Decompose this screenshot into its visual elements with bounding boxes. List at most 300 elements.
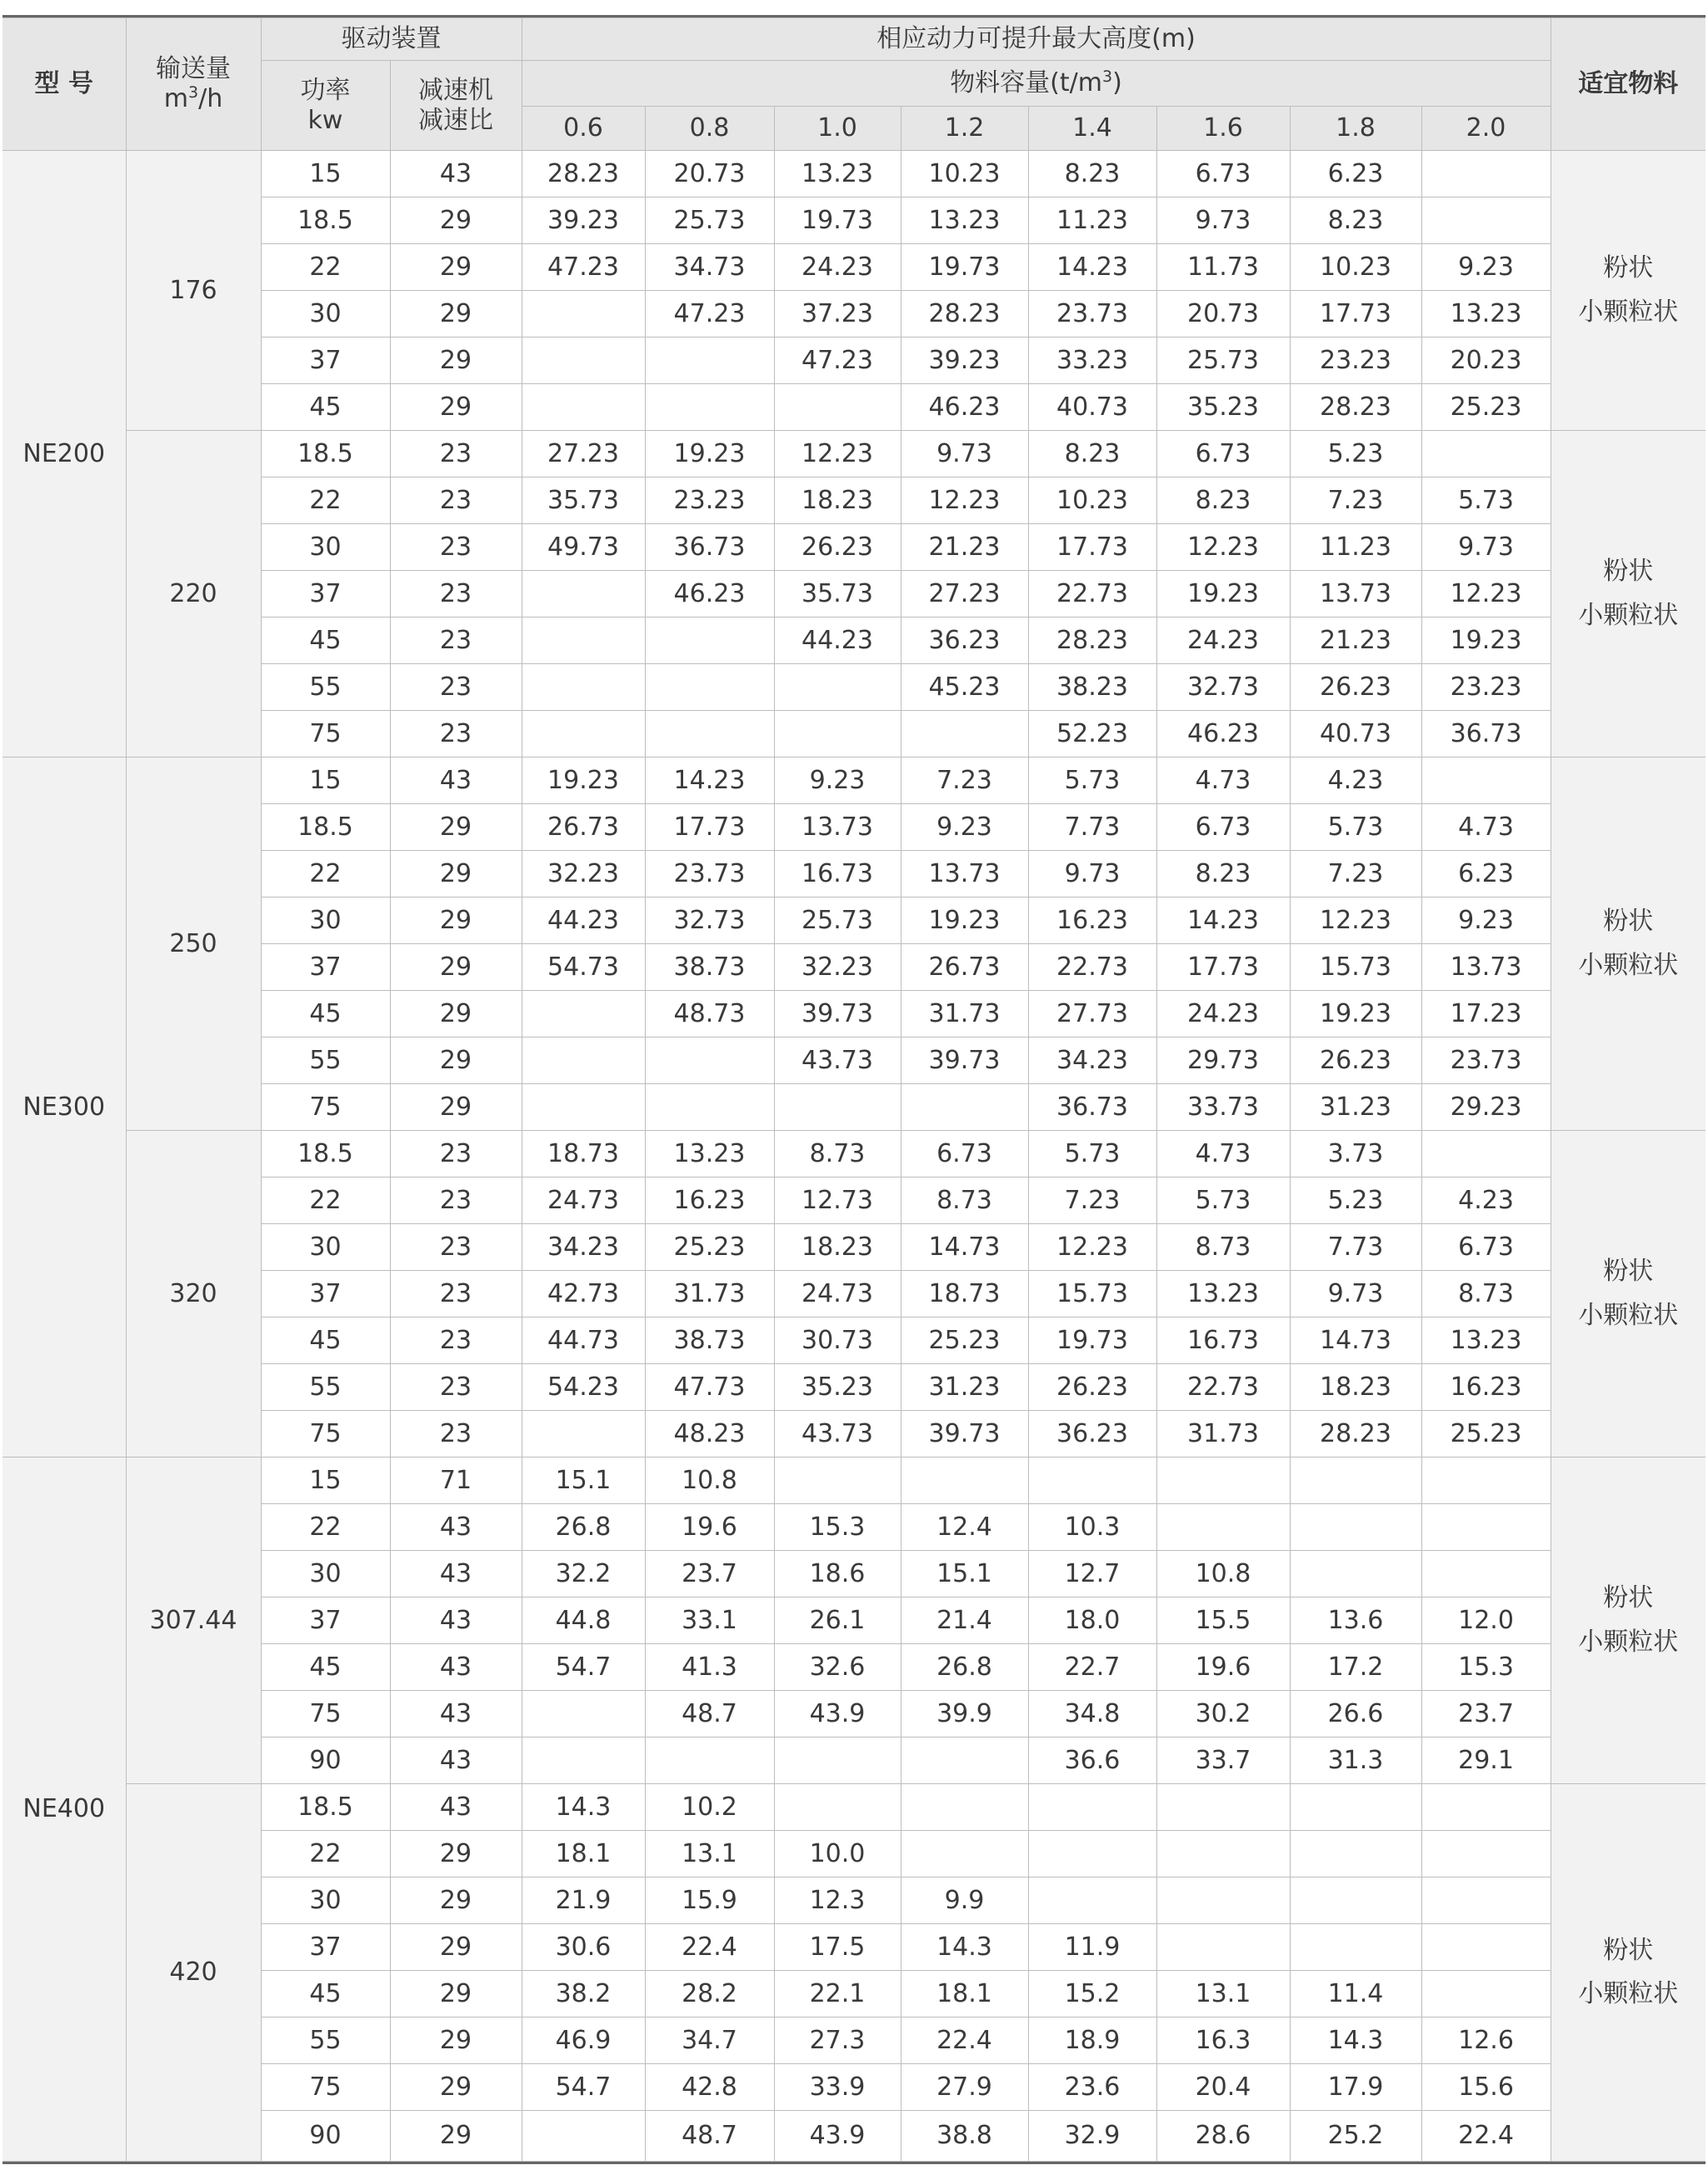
power-cell: 18.5 <box>261 198 390 244</box>
height-cell <box>522 711 645 758</box>
height-cell: 12.7 <box>1028 1551 1156 1598</box>
height-cell: 27.3 <box>774 2018 901 2064</box>
density-sup: 3 <box>1102 68 1113 86</box>
height-cell <box>774 1738 901 1784</box>
height-cell <box>774 1084 901 1131</box>
height-cell: 17.73 <box>1290 291 1421 338</box>
height-cell: 34.7 <box>645 2018 774 2064</box>
height-cell <box>901 1831 1028 1878</box>
height-cell: 5.73 <box>1156 1178 1290 1224</box>
density-label: 物料容量(t/m <box>950 68 1102 98</box>
height-cell: 35.73 <box>774 571 901 618</box>
height-cell: 10.23 <box>1290 244 1421 291</box>
height-cell: 19.73 <box>774 198 901 244</box>
height-cell <box>1156 1784 1290 1831</box>
material-cell <box>1551 1784 1706 2162</box>
height-cell: 15.1 <box>901 1551 1028 1598</box>
power-cell: 90 <box>261 1738 390 1784</box>
height-cell: 37.23 <box>774 291 901 338</box>
power-cell: 75 <box>261 1411 390 1458</box>
height-cell: 32.73 <box>645 898 774 944</box>
height-cell: 29.73 <box>1156 1038 1290 1084</box>
height-cell <box>645 384 774 431</box>
height-cell: 19.6 <box>645 1504 774 1551</box>
height-cell: 11.73 <box>1156 244 1290 291</box>
height-cell: 14.23 <box>1156 898 1290 944</box>
material-line: 小颗粒状 <box>1578 950 1679 980</box>
flow-cell: 250 <box>126 758 261 1131</box>
height-cell: 11.4 <box>1290 1971 1421 2018</box>
power-cell: 37 <box>261 338 390 384</box>
height-cell <box>522 291 645 338</box>
flow-cell: 307.44 <box>126 1458 261 1784</box>
height-cell: 21.9 <box>522 1878 645 1924</box>
height-cell: 9.9 <box>901 1878 1028 1924</box>
height-cell: 21.23 <box>1290 618 1421 664</box>
power-cell: 37 <box>261 1271 390 1318</box>
height-cell: 28.23 <box>1028 618 1156 664</box>
height-cell <box>1156 1878 1290 1924</box>
ratio-cell: 23 <box>390 478 522 524</box>
height-cell: 18.0 <box>1028 1598 1156 1644</box>
height-cell: 35.73 <box>522 478 645 524</box>
power-cell: 55 <box>261 2018 390 2064</box>
height-cell: 14.73 <box>1290 1318 1421 1364</box>
height-cell: 7.23 <box>1290 478 1421 524</box>
power-cell: 15 <box>261 151 390 198</box>
height-cell <box>1028 1458 1156 1504</box>
height-cell: 39.23 <box>522 198 645 244</box>
power-cell: 18.5 <box>261 1784 390 1831</box>
height-cell: 54.7 <box>522 1644 645 1691</box>
height-cell: 13.23 <box>645 1131 774 1178</box>
height-cell: 6.23 <box>1290 151 1421 198</box>
ratio-cell: 43 <box>390 1644 522 1691</box>
height-cell: 10.23 <box>1028 478 1156 524</box>
height-cell: 22.73 <box>1156 1364 1290 1411</box>
height-cell: 12.73 <box>774 1178 901 1224</box>
power-cell: 55 <box>261 1364 390 1411</box>
ratio-cell: 29 <box>390 384 522 431</box>
height-cell: 25.23 <box>645 1224 774 1271</box>
height-cell <box>901 1084 1028 1131</box>
height-cell <box>1156 1458 1290 1504</box>
power-cell: 22 <box>261 1504 390 1551</box>
power-cell: 18.5 <box>261 804 390 851</box>
power-cell: 45 <box>261 1644 390 1691</box>
flow-cell: 220 <box>126 431 261 758</box>
height-cell: 33.9 <box>774 2064 901 2111</box>
ratio-cell: 29 <box>390 1971 522 2018</box>
height-cell: 25.73 <box>1156 338 1290 384</box>
flow-unit-post: /h <box>198 84 223 113</box>
height-cell: 36.23 <box>901 618 1028 664</box>
height-cell: 31.73 <box>1156 1411 1290 1458</box>
power-cell: 22 <box>261 1831 390 1878</box>
height-cell <box>1156 1504 1290 1551</box>
height-cell: 5.73 <box>1421 478 1551 524</box>
height-cell: 24.23 <box>774 244 901 291</box>
power-cell: 45 <box>261 1971 390 2018</box>
height-cell: 42.73 <box>522 1271 645 1318</box>
height-cell: 9.73 <box>1290 1271 1421 1318</box>
height-cell <box>1421 1924 1551 1971</box>
height-cell: 23.23 <box>1421 664 1551 711</box>
header-reducer-line1: 减速机 <box>418 75 493 105</box>
height-cell: 26.73 <box>901 944 1028 991</box>
header-flow-unit <box>127 84 261 114</box>
height-cell: 23.73 <box>1421 1038 1551 1084</box>
height-cell: 12.23 <box>774 431 901 478</box>
height-cell: 26.8 <box>522 1504 645 1551</box>
height-cell: 46.9 <box>522 2018 645 2064</box>
height-cell: 12.23 <box>1028 1224 1156 1271</box>
power-cell: 22 <box>261 1178 390 1224</box>
height-cell: 34.23 <box>1028 1038 1156 1084</box>
ratio-cell: 43 <box>390 758 522 804</box>
height-cell: 8.23 <box>1290 198 1421 244</box>
height-cell: 5.73 <box>1028 758 1156 804</box>
ratio-cell: 29 <box>390 804 522 851</box>
height-cell: 27.23 <box>901 571 1028 618</box>
height-cell: 54.7 <box>522 2064 645 2111</box>
height-cell: 30.73 <box>774 1318 901 1364</box>
height-cell: 5.23 <box>1290 431 1421 478</box>
ratio-cell: 43 <box>390 1738 522 1784</box>
height-cell: 27.73 <box>1028 991 1156 1038</box>
height-cell: 44.8 <box>522 1598 645 1644</box>
header-material: 适宜物料 <box>1551 18 1706 151</box>
height-cell: 10.0 <box>774 1831 901 1878</box>
height-cell <box>1421 1971 1551 2018</box>
height-cell: 28.2 <box>645 1971 774 2018</box>
power-cell: 45 <box>261 991 390 1038</box>
height-cell: 8.73 <box>901 1178 1028 1224</box>
height-cell: 54.73 <box>522 944 645 991</box>
height-cell <box>645 664 774 711</box>
height-cell <box>1421 1831 1551 1878</box>
table-row <box>2 758 1706 804</box>
height-cell <box>774 711 901 758</box>
height-cell: 6.73 <box>901 1131 1028 1178</box>
material-line: 粉状 <box>1603 1583 1654 1612</box>
height-cell: 3.73 <box>1290 1131 1421 1178</box>
height-cell: 32.23 <box>774 944 901 991</box>
height-cell <box>1028 1784 1156 1831</box>
ratio-cell: 71 <box>390 1458 522 1504</box>
height-cell: 17.9 <box>1290 2064 1421 2111</box>
height-cell: 18.23 <box>1290 1364 1421 1411</box>
height-cell: 35.23 <box>1156 384 1290 431</box>
ratio-cell: 23 <box>390 1131 522 1178</box>
height-cell: 25.23 <box>901 1318 1028 1364</box>
ratio-cell: 29 <box>390 1084 522 1131</box>
height-cell: 48.7 <box>645 2111 774 2162</box>
height-cell: 32.2 <box>522 1551 645 1598</box>
height-cell: 8.23 <box>1156 851 1290 898</box>
height-cell: 5.73 <box>1028 1131 1156 1178</box>
height-cell: 6.23 <box>1421 851 1551 898</box>
header-density <box>522 61 1551 107</box>
height-cell <box>1421 151 1551 198</box>
height-cell: 48.7 <box>645 1691 774 1738</box>
bottom-rule <box>2 2162 1706 2164</box>
height-cell: 27.23 <box>522 431 645 478</box>
height-cell: 13.23 <box>1421 291 1551 338</box>
material-line: 粉状 <box>1603 253 1654 282</box>
height-cell: 16.23 <box>1028 898 1156 944</box>
ratio-cell: 23 <box>390 524 522 571</box>
material-line: 粉状 <box>1603 907 1654 936</box>
height-cell: 46.23 <box>645 571 774 618</box>
height-cell <box>1290 1551 1421 1598</box>
height-cell: 4.23 <box>1290 758 1421 804</box>
height-cell: 15.5 <box>1156 1598 1290 1644</box>
ratio-cell: 23 <box>390 1224 522 1271</box>
height-cell: 32.73 <box>1156 664 1290 711</box>
height-cell: 16.23 <box>1421 1364 1551 1411</box>
material-cell <box>1551 431 1706 758</box>
height-cell <box>1421 758 1551 804</box>
height-cell: 43.9 <box>774 1691 901 1738</box>
power-cell: 75 <box>261 1084 390 1131</box>
height-cell: 28.23 <box>1290 384 1421 431</box>
header-power <box>261 61 390 151</box>
height-cell: 10.8 <box>1156 1551 1290 1598</box>
height-cell: 29.1 <box>1421 1738 1551 1784</box>
height-cell: 23.7 <box>645 1551 774 1598</box>
height-cell: 9.23 <box>1421 898 1551 944</box>
height-cell: 6.73 <box>1421 1224 1551 1271</box>
height-cell: 17.73 <box>1156 944 1290 991</box>
height-cell: 49.73 <box>522 524 645 571</box>
header-density-value: 2.0 <box>1421 107 1551 151</box>
height-cell: 9.73 <box>901 431 1028 478</box>
model-cell: NE300 <box>2 758 126 1458</box>
height-cell: 8.23 <box>1156 478 1290 524</box>
height-cell: 43.73 <box>774 1411 901 1458</box>
ratio-cell: 29 <box>390 338 522 384</box>
height-cell: 54.23 <box>522 1364 645 1411</box>
power-cell: 45 <box>261 384 390 431</box>
header-density-value: 1.6 <box>1156 107 1290 151</box>
height-cell <box>1421 1551 1551 1598</box>
header-density-value: 1.4 <box>1028 107 1156 151</box>
height-cell: 19.23 <box>1156 571 1290 618</box>
ratio-cell: 29 <box>390 2018 522 2064</box>
height-cell: 41.3 <box>645 1644 774 1691</box>
height-cell: 38.73 <box>645 1318 774 1364</box>
height-cell: 28.23 <box>1290 1411 1421 1458</box>
height-cell: 16.3 <box>1156 2018 1290 2064</box>
power-cell: 75 <box>261 1691 390 1738</box>
table-row <box>2 1131 1706 1178</box>
material-cell <box>1551 1458 1706 1784</box>
height-cell: 4.23 <box>1421 1178 1551 1224</box>
height-cell: 13.73 <box>1290 571 1421 618</box>
height-cell: 12.23 <box>1421 571 1551 618</box>
height-cell: 15.6 <box>1421 2064 1551 2111</box>
height-cell: 9.23 <box>774 758 901 804</box>
height-cell: 28.23 <box>901 291 1028 338</box>
height-cell: 47.23 <box>645 291 774 338</box>
power-cell: 30 <box>261 1224 390 1271</box>
height-cell: 26.73 <box>522 804 645 851</box>
height-cell: 15.73 <box>1290 944 1421 991</box>
ratio-cell: 29 <box>390 1831 522 1878</box>
height-cell: 32.9 <box>1028 2111 1156 2162</box>
table-body <box>2 151 1706 2162</box>
height-cell <box>1290 1924 1421 1971</box>
height-cell: 39.9 <box>901 1691 1028 1738</box>
power-cell: 75 <box>261 711 390 758</box>
height-cell <box>522 338 645 384</box>
height-cell: 20.73 <box>1156 291 1290 338</box>
height-cell: 47.23 <box>774 338 901 384</box>
height-cell: 32.23 <box>522 851 645 898</box>
height-cell: 4.73 <box>1156 1131 1290 1178</box>
model-cell: NE200 <box>2 151 126 758</box>
height-cell <box>522 2111 645 2162</box>
ratio-cell: 23 <box>390 664 522 711</box>
height-cell <box>1156 1924 1290 1971</box>
power-cell: 30 <box>261 1878 390 1924</box>
height-cell: 45.23 <box>901 664 1028 711</box>
height-cell: 33.73 <box>1156 1084 1290 1131</box>
material-line: 小颗粒状 <box>1578 297 1679 327</box>
material-line: 粉状 <box>1603 557 1654 586</box>
height-cell: 7.23 <box>1290 851 1421 898</box>
height-cell: 20.4 <box>1156 2064 1290 2111</box>
height-cell: 23.23 <box>645 478 774 524</box>
height-cell: 23.23 <box>1290 338 1421 384</box>
height-cell <box>1421 1504 1551 1551</box>
flow-cell: 320 <box>126 1131 261 1458</box>
height-cell: 12.23 <box>1290 898 1421 944</box>
flow-cell: 420 <box>126 1784 261 2162</box>
height-cell: 13.73 <box>901 851 1028 898</box>
height-cell: 14.3 <box>1290 2018 1421 2064</box>
power-cell: 37 <box>261 571 390 618</box>
height-cell <box>522 384 645 431</box>
height-cell <box>774 1784 901 1831</box>
height-cell: 12.4 <box>901 1504 1028 1551</box>
height-cell: 19.23 <box>901 898 1028 944</box>
height-cell: 10.2 <box>645 1784 774 1831</box>
ratio-cell: 43 <box>390 1504 522 1551</box>
height-cell: 22.4 <box>645 1924 774 1971</box>
height-cell: 36.6 <box>1028 1738 1156 1784</box>
height-cell: 16.73 <box>774 851 901 898</box>
height-cell: 6.73 <box>1156 151 1290 198</box>
material-cell <box>1551 151 1706 431</box>
ratio-cell: 43 <box>390 1598 522 1644</box>
spec-table-frame <box>2 15 1706 2164</box>
height-cell <box>645 338 774 384</box>
material-cell <box>1551 758 1706 1131</box>
height-cell: 19.73 <box>901 244 1028 291</box>
height-cell: 16.73 <box>1156 1318 1290 1364</box>
header-power-unit: kw <box>307 105 343 135</box>
ratio-cell: 29 <box>390 1878 522 1924</box>
flow-unit-base: m <box>163 84 188 113</box>
height-cell: 46.23 <box>1156 711 1290 758</box>
height-cell: 23.7 <box>1421 1691 1551 1738</box>
height-cell: 36.73 <box>645 524 774 571</box>
header-density-value: 0.6 <box>522 107 645 151</box>
ratio-cell: 23 <box>390 431 522 478</box>
ratio-cell: 29 <box>390 198 522 244</box>
height-cell <box>774 384 901 431</box>
height-cell: 13.23 <box>901 198 1028 244</box>
power-cell: 30 <box>261 1551 390 1598</box>
height-cell: 7.23 <box>1028 1178 1156 1224</box>
power-cell: 30 <box>261 898 390 944</box>
height-cell: 18.73 <box>522 1131 645 1178</box>
height-cell: 27.9 <box>901 2064 1028 2111</box>
height-cell: 8.23 <box>1028 431 1156 478</box>
height-cell: 38.8 <box>901 2111 1028 2162</box>
height-cell: 22.7 <box>1028 1644 1156 1691</box>
height-cell: 31.73 <box>901 991 1028 1038</box>
height-cell: 15.1 <box>522 1458 645 1504</box>
height-cell: 20.73 <box>645 151 774 198</box>
height-cell: 22.73 <box>1028 571 1156 618</box>
power-cell: 37 <box>261 944 390 991</box>
height-cell: 19.23 <box>1421 618 1551 664</box>
ratio-cell: 43 <box>390 1784 522 1831</box>
height-cell: 24.23 <box>1156 618 1290 664</box>
height-cell <box>522 1738 645 1784</box>
height-cell: 13.73 <box>774 804 901 851</box>
material-cell <box>1551 1131 1706 1458</box>
height-cell: 13.23 <box>774 151 901 198</box>
header-reducer-line2: 减速比 <box>418 105 493 135</box>
height-cell: 40.73 <box>1028 384 1156 431</box>
height-cell: 7.73 <box>1028 804 1156 851</box>
height-cell: 18.1 <box>901 1971 1028 2018</box>
power-cell: 22 <box>261 478 390 524</box>
height-cell: 5.23 <box>1290 1178 1421 1224</box>
height-cell: 13.1 <box>645 1831 774 1878</box>
ratio-cell: 43 <box>390 1691 522 1738</box>
height-cell: 38.73 <box>645 944 774 991</box>
height-cell: 10.23 <box>901 151 1028 198</box>
height-cell: 8.23 <box>1028 151 1156 198</box>
height-cell: 25.73 <box>774 898 901 944</box>
material-line: 小颗粒状 <box>1578 1300 1679 1330</box>
height-cell: 44.73 <box>522 1318 645 1364</box>
height-cell: 9.73 <box>1028 851 1156 898</box>
height-cell: 24.23 <box>1156 991 1290 1038</box>
flow-unit-sup: 3 <box>188 83 199 102</box>
height-cell <box>901 711 1028 758</box>
power-cell: 15 <box>261 1458 390 1504</box>
height-cell <box>1421 1131 1551 1178</box>
height-cell: 31.23 <box>1290 1084 1421 1131</box>
height-cell: 33.1 <box>645 1598 774 1644</box>
height-cell <box>522 1084 645 1131</box>
height-cell: 13.1 <box>1156 1971 1290 2018</box>
height-cell: 19.23 <box>1290 991 1421 1038</box>
height-cell: 18.1 <box>522 1831 645 1878</box>
height-cell <box>522 618 645 664</box>
ratio-cell: 29 <box>390 2064 522 2111</box>
height-cell: 9.73 <box>1421 524 1551 571</box>
power-cell: 30 <box>261 524 390 571</box>
height-cell: 26.8 <box>901 1644 1028 1691</box>
height-cell <box>774 1458 901 1504</box>
